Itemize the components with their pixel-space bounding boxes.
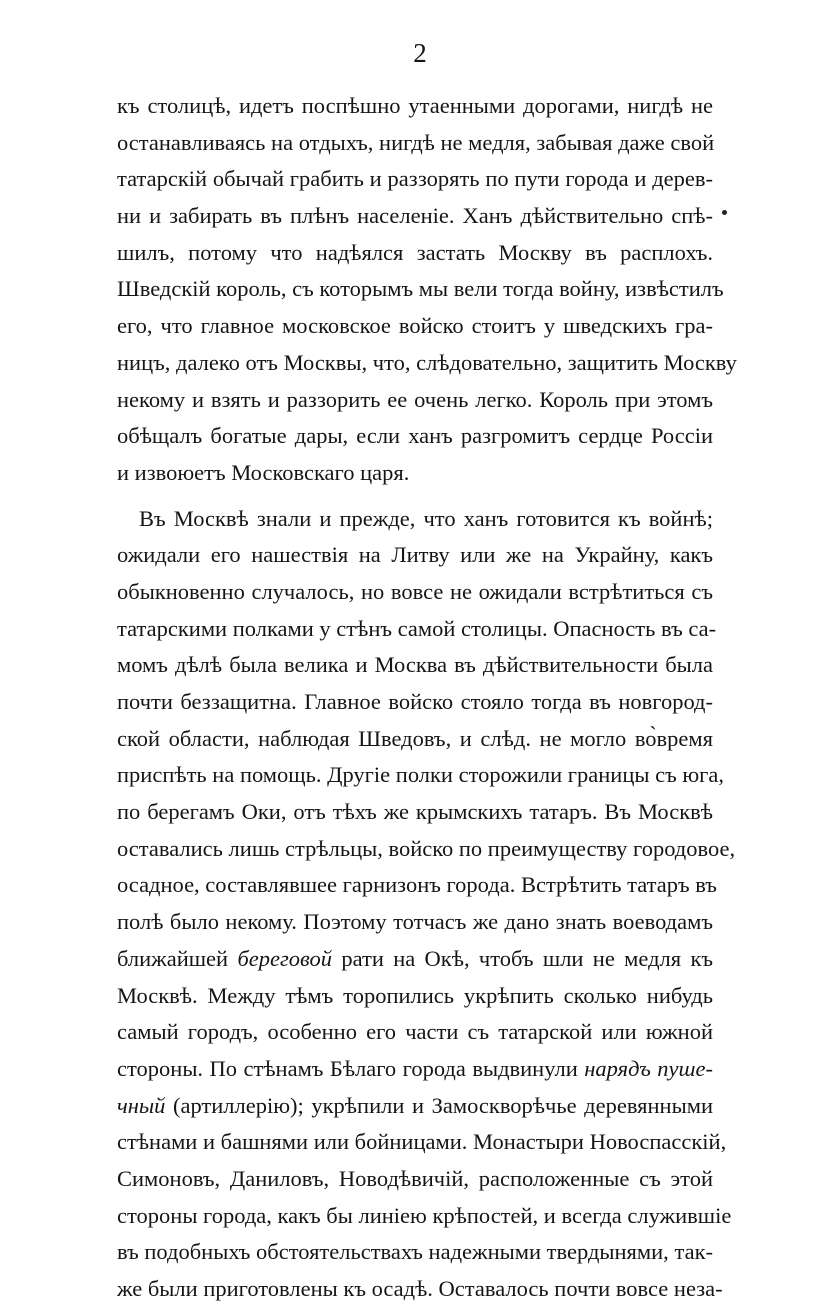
page-number: 2 <box>413 38 427 68</box>
text-line: ской области, наблюдая Шведовъ, и слѣд. не могло во̀время <box>117 725 713 751</box>
text-line: стѣнами и башнями или бойницами. Монастыри Новоспасскій, <box>117 1129 727 1155</box>
text-line: въ подобныхъ обстоятельствахъ надежными твердынями, так- <box>117 1239 713 1265</box>
text-line: шилъ, потому что надѣялся застать Москву въ расплохъ. <box>117 239 713 265</box>
italic-term: нарядъ пуше- <box>584 1055 714 1081</box>
text-line: же были приготовлены къ осадѣ. Оставалось почти вовсе неза- <box>117 1276 723 1301</box>
text-line: его, что главное московское войско стоитъ у шведскихъ гра- <box>117 313 713 339</box>
body-text <box>117 88 737 1308</box>
text-line: полѣ было некому. Поэтому тотчасъ же дано знать воеводамъ <box>117 909 713 935</box>
paragraph-2 <box>117 501 736 1308</box>
text-line: ожидали его нашествія на Литву или же на Украйну, какъ <box>117 542 713 568</box>
text-line: некому и взять и раззорить ее очень легко. Король при этомъ <box>117 386 713 412</box>
text-line: обѣщалъ богатые дары, если ханъ разгромитъ сердце Россіи <box>117 423 713 449</box>
text-line: татарскій обычай грабить и раззорять по пути города и дерев- <box>117 166 713 192</box>
text-line: и извоюетъ Московскаго царя. <box>117 459 410 485</box>
paragraph-1 <box>117 88 737 492</box>
text-line: момъ дѣлѣ была велика и Москва въ дѣйствительности была <box>117 652 713 678</box>
text-line: ницъ, далеко отъ Москвы, что, слѣдовательно, защитить Москву <box>117 349 737 375</box>
text-line: Шведскій король, съ которымъ мы вели тогда войну, извѣстилъ <box>117 276 724 302</box>
text-line: къ столицѣ, идетъ поспѣшно утаенными дорогами, нигдѣ не <box>117 93 713 118</box>
paragraph-gap <box>117 492 713 501</box>
italic-term: береговой <box>237 945 332 971</box>
text-line: обыкновенно случалось, но вовсе не ожидали встрѣтиться съ <box>117 578 713 604</box>
text-line <box>117 1051 713 1088</box>
text-line: приспѣть на помощь. Другіе полки сторожили границы съ юга, <box>117 762 725 788</box>
text-line <box>117 1088 713 1125</box>
text-line: оставались лишь стрѣльцы, войско по преимуществу городовое, <box>117 835 736 861</box>
text-line: Москвѣ. Между тѣмъ торопились укрѣпить сколько нибудь <box>117 982 713 1008</box>
text-line: татарскими полками у стѣнъ самой столицы. Опасность въ са- <box>117 615 717 641</box>
text-run: ближайшей <box>117 945 229 971</box>
text-line: почти беззащитна. Главное войско стояло тогда въ новгород- <box>117 689 713 714</box>
text-line: самый городъ, особенно его части съ татарской или южной <box>117 1019 713 1045</box>
text-line: по берегамъ Оки, отъ тѣхъ же крымскихъ татаръ. Въ Москвѣ <box>117 799 713 825</box>
text-line: осадное, составлявшее гарнизонъ города. Встрѣтить татаръ въ <box>117 872 717 898</box>
text-run: рати на Окѣ, чтобъ шли не медля къ <box>341 945 714 971</box>
text-line: Въ Москвѣ знали и прежде, что ханъ готовится къ войнѣ; <box>139 505 713 531</box>
text-line <box>117 941 713 978</box>
text-run: стороны. По стѣнамъ Бѣлаго города выдвинули <box>117 1055 578 1081</box>
text-line: Симоновъ, Даниловъ, Новодѣвичій, расположенные съ этой <box>117 1165 713 1191</box>
text-line: останавливаясь на отдыхъ, нигдѣ не медля, забывая даже свой <box>117 129 715 155</box>
italic-term: чный <box>117 1092 166 1118</box>
text-line: стороны города, какъ бы линіею крѣпостей, и всегда служившіе <box>117 1202 732 1228</box>
text-line: ни и забирать въ плѣнъ населеніе. Ханъ дѣйствительно спѣ- <box>117 203 713 229</box>
ink-speck <box>722 210 727 215</box>
text-run: (артиллерію); укрѣпили и Замоскворѣчье деревянными <box>172 1092 713 1118</box>
